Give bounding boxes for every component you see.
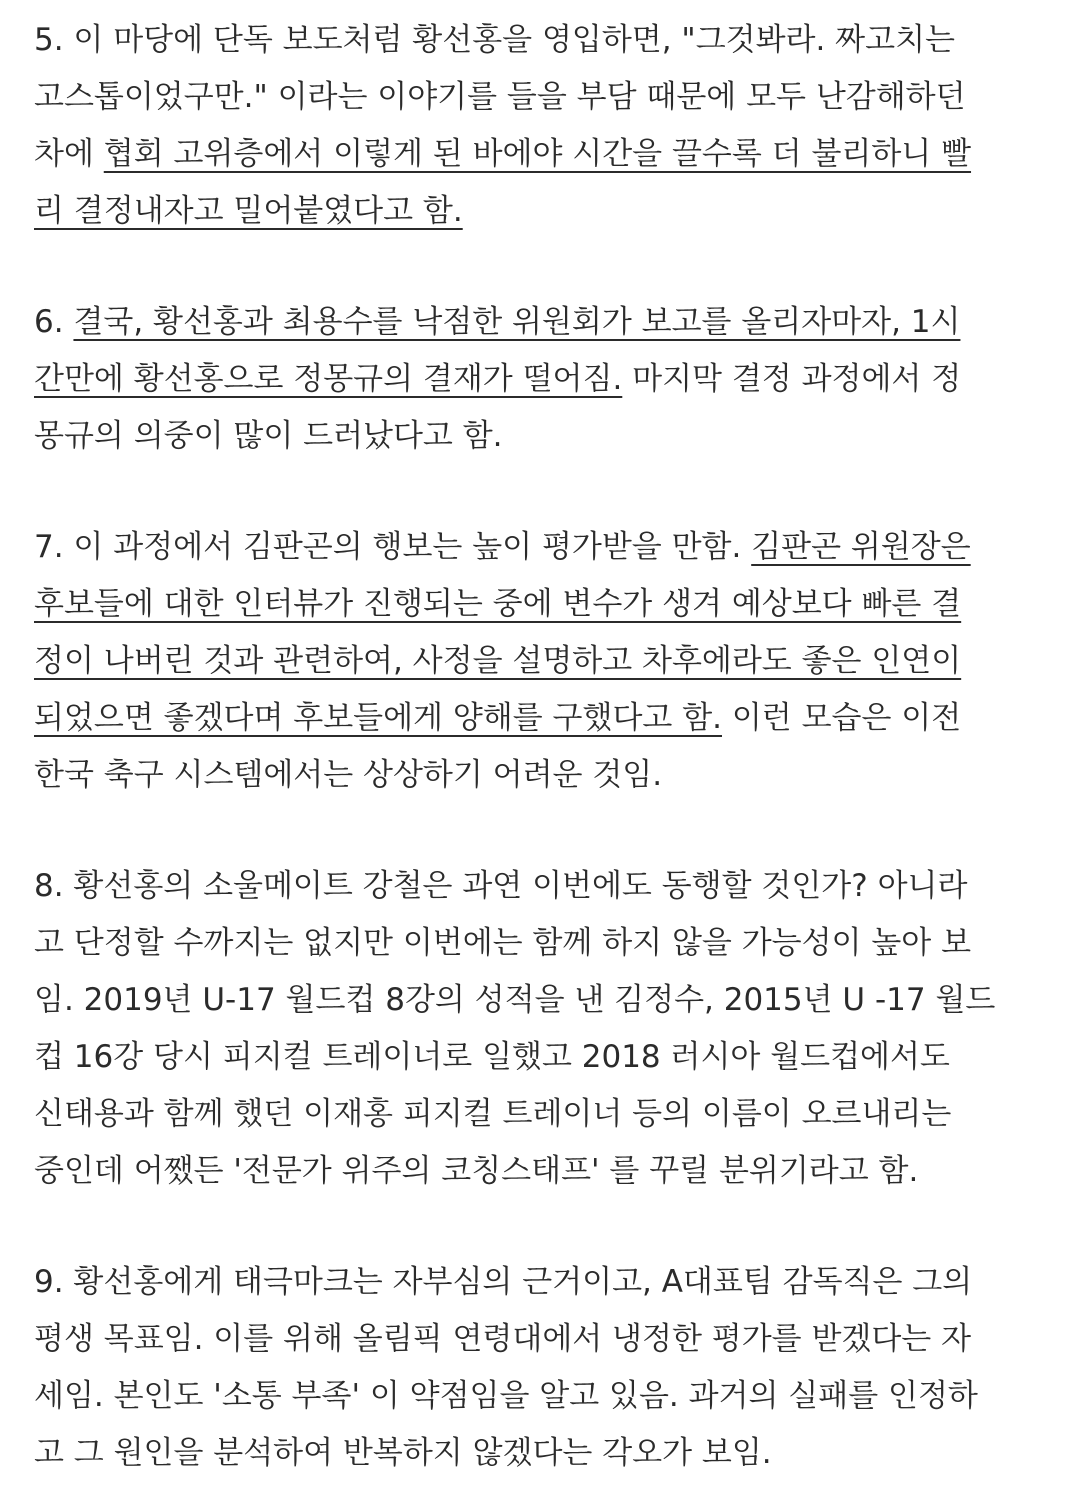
text-segment: 8. 황선홍의 소울메이트 강철은 과연 이번에도 동행할 것인가? 아니라 — [34, 868, 968, 904]
text-segment: 6. — [34, 304, 74, 340]
text-segment: 임. 2019년 U-17 월드컵 8강의 성적을 낸 김정수, 2015년 U -17 월드 — [34, 982, 996, 1018]
underlined-text: 김판곤 위원장은 — [751, 529, 971, 565]
text-line — [34, 576, 1040, 633]
text-line — [34, 858, 1040, 915]
text-line — [34, 519, 1040, 576]
text-segment: 이런 모습은 이전 — [722, 700, 962, 736]
text-line — [34, 1254, 1040, 1311]
text-line — [34, 126, 1040, 183]
text-line — [34, 633, 1040, 690]
text-line — [34, 972, 1040, 1029]
underlined-text: 협회 고위층에서 이렇게 된 바에야 시간을 끌수록 더 불리하니 빨 — [103, 136, 972, 172]
paragraph — [34, 519, 1040, 804]
text-line — [34, 69, 1040, 126]
text-segment: 컵 16강 당시 피지컬 트레이너로 일했고 2018 러시아 월드컵에서도 — [34, 1039, 950, 1075]
text-segment: 신태용과 함께 했던 이재홍 피지컬 트레이너 등의 이름이 오르내리는 — [34, 1096, 952, 1132]
paragraph — [34, 858, 1040, 1200]
text-line — [34, 408, 1040, 465]
text-segment: 한국 축구 시스템에서는 상상하기 어려운 것임. — [34, 757, 663, 793]
text-segment: 몽규의 의중이 많이 드러났다고 함. — [34, 418, 503, 454]
underlined-text: 후보들에 대한 인터뷰가 진행되는 중에 변수가 생겨 예상보다 빠른 결 — [34, 586, 962, 622]
text-line — [34, 1311, 1040, 1368]
underlined-text: 간만에 황선홍으로 정몽규의 결재가 떨어짐. — [34, 361, 623, 397]
text-line — [34, 915, 1040, 972]
text-line — [34, 294, 1040, 351]
text-line — [34, 690, 1040, 747]
text-segment: 차에 — [34, 136, 104, 172]
underlined-text: 리 결정내자고 밀어붙였다고 함. — [34, 193, 463, 229]
text-segment: 평생 목표임. 이를 위해 올림픽 연령대에서 냉정한 평가를 받겠다는 자 — [34, 1321, 972, 1357]
underlined-text: 정이 나버린 것과 관련하여, 사정을 설명하고 차후에라도 좋은 인연이 — [34, 643, 962, 679]
text-segment: 5. 이 마당에 단독 보도처럼 황선홍을 영입하면, "그것봐라. 짜고치는 — [34, 22, 955, 58]
text-segment: 고스톱이었구만." 이라는 이야기를 들을 부담 때문에 모두 난감해하던 — [34, 79, 966, 115]
text-segment: 고 단정할 수까지는 없지만 이번에는 함께 하지 않을 가능성이 높아 보 — [34, 925, 972, 961]
text-line — [34, 1029, 1040, 1086]
paragraph — [34, 1254, 1040, 1482]
text-line — [34, 183, 1040, 240]
text-segment: 세임. 본인도 '소통 부족' 이 약점임을 알고 있음. 과거의 실패를 인정하 — [34, 1378, 978, 1414]
text-segment: 마지막 결정 과정에서 정 — [622, 361, 962, 397]
underlined-text: 되었으면 좋겠다며 후보들에게 양해를 구했다고 함. — [34, 700, 722, 736]
text-segment: 7. 이 과정에서 김판곤의 행보는 높이 평가받을 만함. — [34, 529, 752, 565]
text-segment: 9. 황선홍에게 태극마크는 자부심의 근거이고, A대표팀 감독직은 그의 — [34, 1264, 973, 1300]
paragraph — [34, 294, 1040, 465]
text-segment: 중인데 어쨌든 '전문가 위주의 코칭스태프' 를 꾸릴 분위기라고 함. — [34, 1153, 919, 1189]
text-line — [34, 12, 1040, 69]
paragraph — [34, 12, 1040, 240]
text-line — [34, 1086, 1040, 1143]
text-line — [34, 351, 1040, 408]
text-line — [34, 1425, 1040, 1482]
text-line — [34, 747, 1040, 804]
text-line — [34, 1143, 1040, 1200]
text-segment: 고 그 원인을 분석하여 반복하지 않겠다는 각오가 보임. — [34, 1435, 772, 1471]
text-line — [34, 1368, 1040, 1425]
underlined-text: 결국, 황선홍과 최용수를 낙점한 위원회가 보고를 올리자마자, 1시 — [73, 304, 961, 340]
